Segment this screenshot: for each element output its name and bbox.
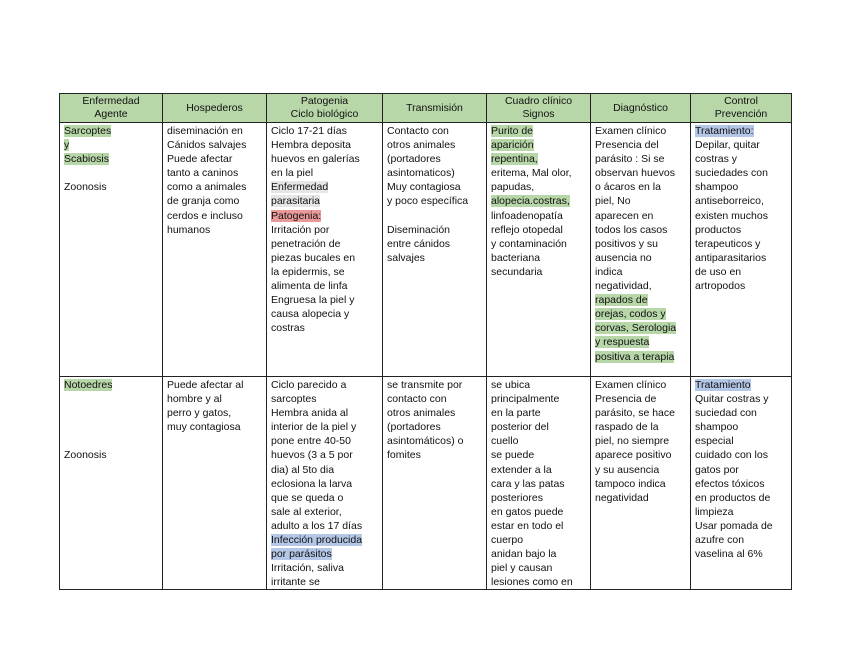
- header-pathogenesis: Patogenia Ciclo biológico: [267, 94, 383, 123]
- header-transmission: Transmisión: [383, 94, 487, 123]
- cell-signs: se ubica principalmente en la parte posterior del cuello se puede extender a la cara y las patas posteriores en gatos puede estar en todo el cuerpo anidan bajo la piel y causan lesiones como en: [487, 377, 591, 590]
- header-row: [60, 94, 792, 123]
- cell-pathogenesis: Ciclo parecido a sarcoptes Hembra anida al interior de la piel y pone entre 40-50 huevos (3 a 5 por dia) al 5to dia eclosiona la larva que se queda o sale al exterior, adulto a los 17 días Infección producida por parásitos Irritación, saliva irritante se: [267, 377, 383, 590]
- cell-diagnosis: Examen clínico Presencia del parásito : Si se observan huevos o ácaros en la piel, No aparecen en todos los casos positivos y su ausencia no indica negatividad, rapados de orejas, codos y corvas, Serologia y respuesta positiva a terapia: [591, 123, 691, 377]
- header-diagnosis: Diagnóstico: [591, 94, 691, 123]
- cell-agent: Sarcoptes y Scabiosis Zoonosis: [60, 123, 163, 377]
- cell-signs: Purito de aparición repentina, eritema, Mal olor, papudas, alopecia.costras, linfoadenopatía reflejo otopedal y contaminación bacteriana secundaria: [487, 123, 591, 377]
- header-signs: Cuadro clínico Signos: [487, 94, 591, 123]
- table-row: [60, 123, 792, 377]
- header-hosts: Hospederos: [163, 94, 267, 123]
- cell-pathogenesis: Ciclo 17-21 días Hembra deposita huevos en galerías en la piel Enfermedad parasitaria Patogenia: Irritación por penetración de piezas bucales en la epidermis, se alimenta de linfa Engruesa la piel y causa alopecia y costras: [267, 123, 383, 377]
- table-row: [60, 377, 792, 590]
- cell-transmission: Contacto con otros animales (portadores asintomaticos) Muy contagiosa y poco específica Diseminación entre cánidos salvajes: [383, 123, 487, 377]
- cell-hosts: diseminación en Cánidos salvajes Puede afectar tanto a caninos como a animales de granja como cerdos e incluso humanos: [163, 123, 267, 377]
- cell-hosts: Puede afectar al hombre y al perro y gatos, muy contagiosa: [163, 377, 267, 590]
- cell-agent: Notoedres Zoonosis: [60, 377, 163, 590]
- cell-control: Tratamiento: Depilar, quitar costras y suciedades con shampoo antiseborreico, existen muchos productos terapeuticos y antiparasitarios de uso en artropodos: [691, 123, 792, 377]
- cell-diagnosis: Examen clínico Presencia de parásito, se hace raspado de la piel, no siempre aparece positivo y su ausencia tampoco indica negatividad: [591, 377, 691, 590]
- header-control: Control Prevención: [691, 94, 792, 123]
- disease-table: [59, 93, 792, 590]
- cell-control: Tratamiento Quitar costras y suciedad con shampoo especial cuidado con los gatos por efectos tóxicos en productos de limpieza Usar pomada de azufre con vaselina al 6%: [691, 377, 792, 590]
- cell-transmission: se transmite por contacto con otros animales (portadores asintomáticos) o fomites: [383, 377, 487, 590]
- header-agent: Enfermedad Agente: [60, 94, 163, 123]
